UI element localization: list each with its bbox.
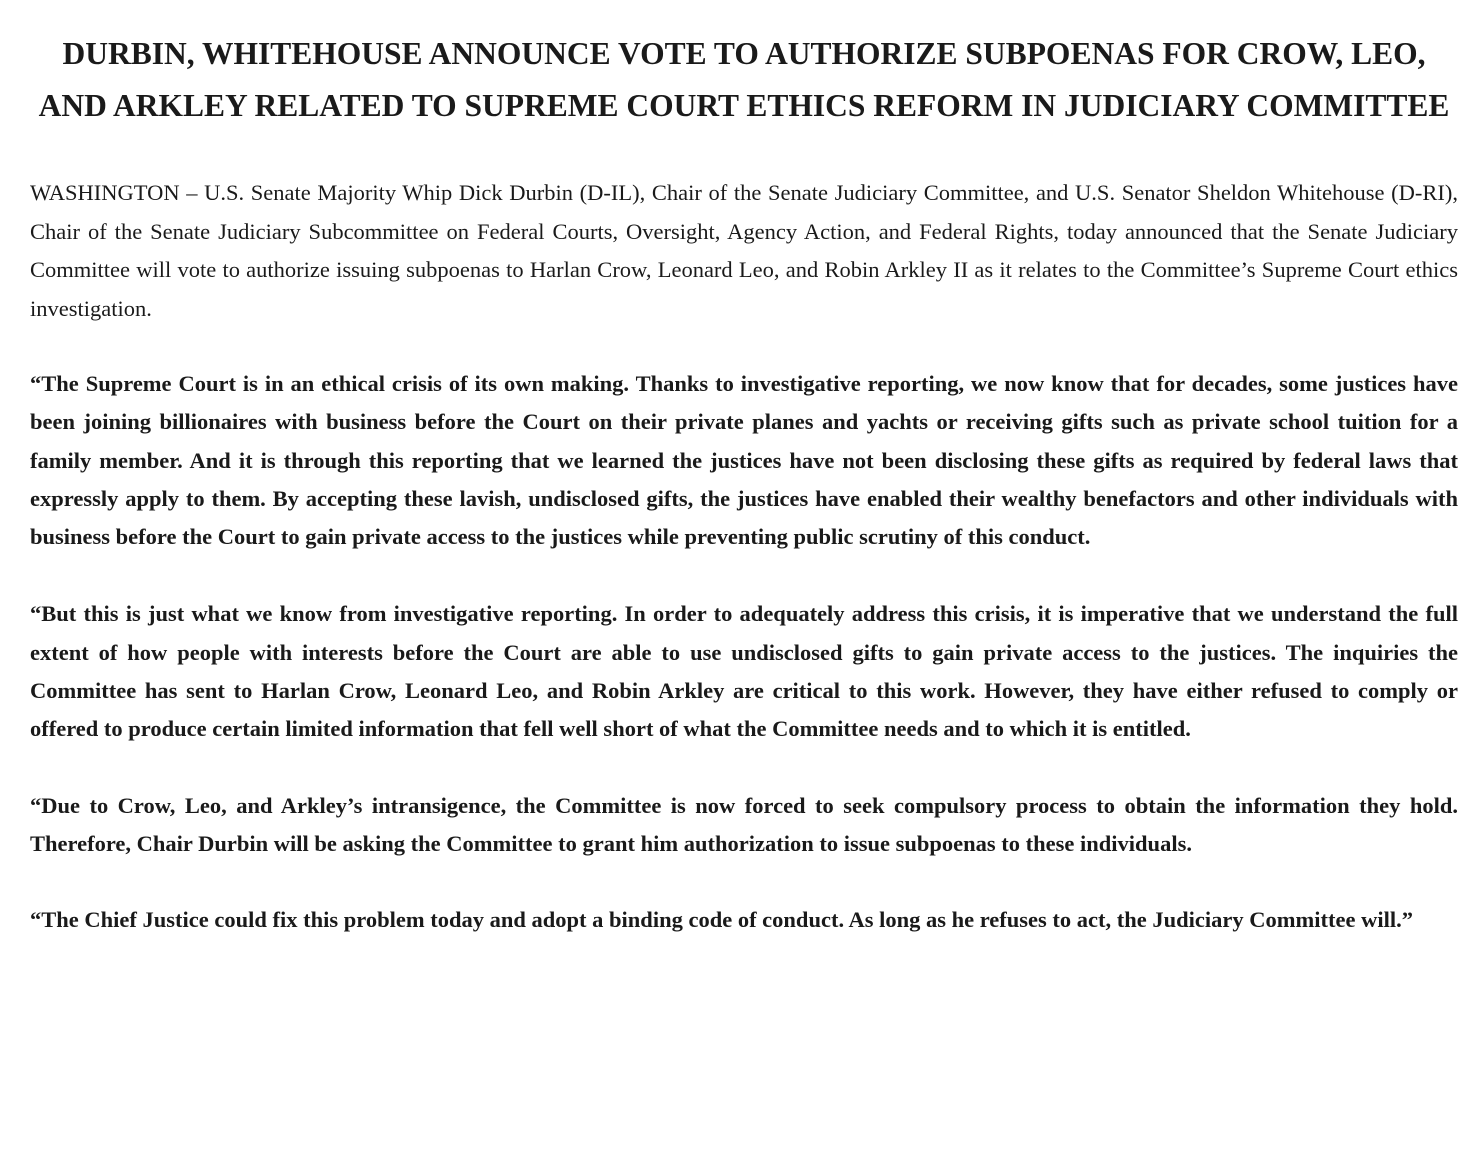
quote-paragraph-4: “The Chief Justice could fix this problem today and adopt a binding code of conduct. As long as he refuses to act, the Judiciary Committee will.” (30, 907, 1413, 933)
lead-paragraph: WASHINGTON – U.S. Senate Majority Whip Dick Durbin (D-IL), Chair of the Senate Judiciary Committee, and U.S. Senator Sheldon Whitehouse (D-RI), Chair of the Senate Judiciary Subcommittee on Federal Courts, Oversight, Agency Action, and Federal Rights, today announced that the Senate Judiciary Committee will vote to authorize issuing subpoenas to Harlan Crow, Leonard Leo, and Robin Arkley II as it relates to the Committee’s Supreme Court ethics investigation. (30, 180, 1458, 321)
quote-paragraph-3: “Due to Crow, Leo, and Arkley’s intransigence, the Committee is now forced to seek compulsory process to obtain the information they hold. Therefore, Chair Durbin will be asking the Committee to grant him authorization to issue subpoenas to these individuals. (30, 792, 1458, 856)
press-release (30, 28, 1458, 940)
quote-paragraph-2: “But this is just what we know from investigative reporting. In order to adequately address this crisis, it is imperative that we understand the full extent of how people with interests before the Court are able to use undisclosed gifts to gain private access to the justices. The inquiries the Committee has sent to Harlan Crow, Leonard Leo, and Robin Arkley are critical to this work. However, they have either refused to comply or offered to produce certain limited information that fell well short of what the Committee needs and to which it is entitled. (30, 601, 1458, 742)
headline: DURBIN, WHITEHOUSE ANNOUNCE VOTE TO AUTHORIZE SUBPOENAS FOR CROW, LEO, AND ARKLEY RELATED TO SUPREME COURT ETHICS REFORM IN JUDICIARY COMMITTEE (38, 36, 1450, 123)
quote-paragraph-1: “The Supreme Court is in an ethical crisis of its own making. Thanks to investigative reporting, we now know that for decades, some justices have been joining billionaires with business before the Court on their private planes and yachts or receiving gifts such as private school tuition for a family member. And it is through this reporting that we learned the justices have not been disclosing these gifts as required by federal laws that expressly apply to them. By accepting these lavish, undisclosed gifts, the justices have enabled their wealthy benefactors and other individuals with business before the Court to gain private access to the justices while preventing public scrutiny of this conduct. (30, 371, 1458, 550)
